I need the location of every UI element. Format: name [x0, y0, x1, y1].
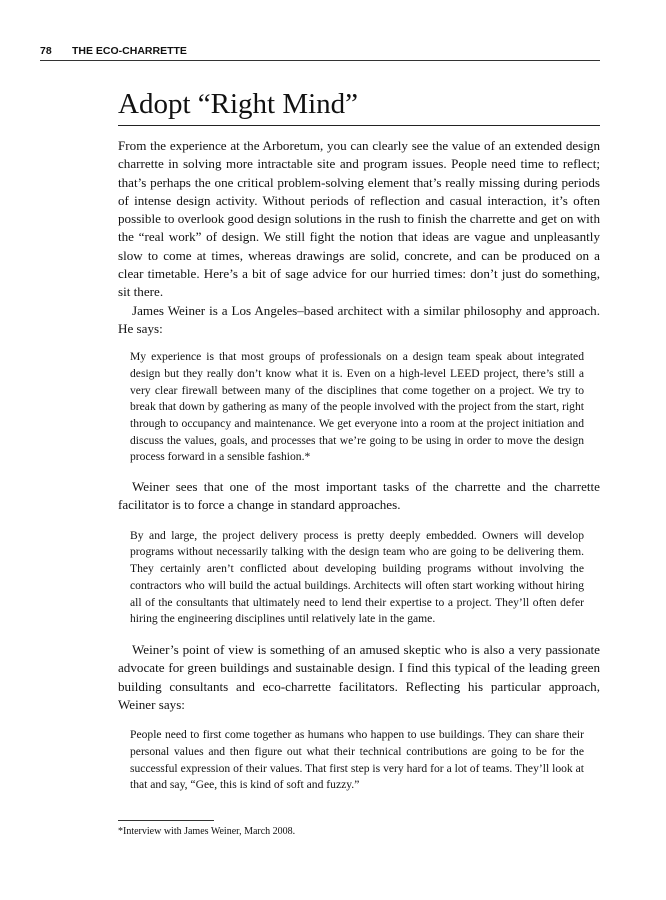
footnote: *Interview with James Weiner, March 2008.: [118, 826, 296, 837]
block-quote-integrated-design: My experience is that most groups of professionals on a design team speak about integrated design but they really don’t know what it is. Even on a high-level LEED project, there’s still a very clear firewall between many of the disciplines that come together on a project. We try to break that down by gathering as many of the people involved with the project from the start, right through to occupancy and maintenance. We get everyone into a room at the project initiation and discuss the values, goals, and processes that we’re going to be using in order to move the design process forward in a sensible fashion.*: [130, 350, 584, 464]
paragraph-arboretum: From the experience at the Arboretum, you can clearly see the value of an extended design charrette in solving more intractable site and program issues. People need time to reflect; that’s perhaps the one critical problem-solving element that’s really missing during periods of intense design activity. Without periods of reflection and casual interaction, it’s often possible to overlook good design solutions in the rush to finish the charrette and get on with the “real work” of design. We still fight the notion that ideas are vague and unpleasantly slow to come at times, whereas drawings are solid, concrete, and can be produced on a clear timetable. Here’s a bit of sage advice for our hurried times: don’t just do something, sit there.: [118, 138, 600, 300]
paragraph-skeptic: Weiner’s point of view is something of an amused skeptic who is also a very passionate advocate for green buildings and sustainable design. I find this typical of the leading green building consultants and eco-charrette facilitators. Reflecting his particular approach, Weiner says:: [118, 642, 600, 712]
running-header: [40, 44, 600, 61]
paragraph-facilitator: Weiner sees that one of the most important tasks of the charrette and the charrette facilitator is to force a change in standard approaches.: [118, 479, 600, 513]
running-title: THE ECO-CHARRETTE: [72, 45, 187, 57]
section-title: Adopt “Right Mind”: [118, 87, 600, 126]
block-quote-delivery-process: By and large, the project delivery process is pretty deeply embedded. Owners will develop programs without necessarily talking with the design team who are going to be delivering them. They certainly aren’t conflicted about developing building programs without involving the contractors who will build the actual buildings. Architects will often start working without hiring all of the consultants that ultimately need to lend their expertise to a project. They’ll often defer hiring the engineering disciplines until relatively late in the game.: [130, 528, 584, 626]
body-text: [118, 137, 600, 794]
block-quote-humans: People need to first come together as humans who happen to use buildings. They can share their personal values and then figure out what their technical contributions are going to be for the successful expression of their values. That first step is very hard for a lot of teams. They’ll look at that and say, “Gee, this is kind of soft and fuzzy.”: [130, 728, 584, 792]
paragraph-weiner-intro: James Weiner is a Los Angeles–based architect with a similar philosophy and approach. He says:: [118, 302, 600, 336]
footnote-divider: [118, 820, 214, 821]
page-number: 78: [40, 45, 52, 57]
